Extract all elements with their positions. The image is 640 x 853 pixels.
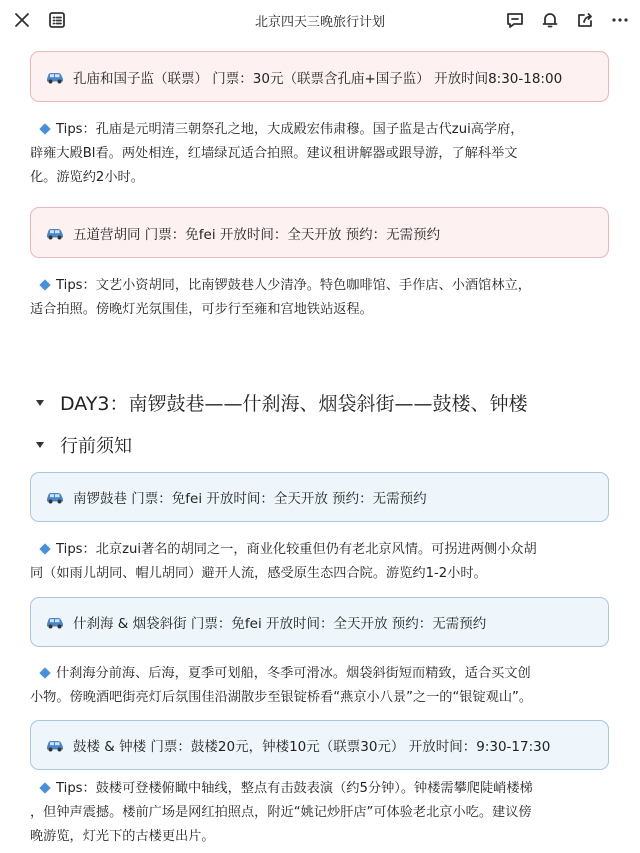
attraction-card-text: 孔庙和国子监（联票） 门票：30元（联票含孔庙+国子监） 开放时间8:30-18:00: [73, 70, 563, 87]
tips-paragraph: [30, 118, 608, 190]
tips-paragraph: [30, 662, 608, 710]
top-bar: [0, 0, 640, 40]
tips-line: 什刹海分前海、后海，夏季可划船，冬季可滑冰。烟袋斜街短而精致，适合买文创: [56, 666, 531, 681]
day3-heading-text: DAY3：南锣鼓巷——什刹海、烟袋斜街——鼓楼、钟楼: [60, 393, 528, 415]
diamond-icon: [39, 279, 50, 290]
comment-icon[interactable]: [504, 9, 526, 31]
car-icon: [45, 615, 65, 629]
tips-line: 适合拍照。傍晚灯光氛围佳，可步行至雍和宫地铁站返程。: [30, 302, 373, 317]
car-icon: [45, 70, 65, 84]
diamond-icon: [39, 543, 50, 554]
diamond-icon: [39, 123, 50, 134]
tips-line: 晚游览，灯光下的古楼更出片。: [30, 829, 215, 844]
tips-line: 小物。傍晚酒吧街亮灯后氛围佳沿湖散步至银锭桥看“燕京小八景”之一的“银锭观山”。: [30, 690, 533, 705]
tips-line: 辟雍大殿Bl看。两处相连，红墙绿瓦适合拍照。建议租讲解器或跟导游，了解科举文: [30, 146, 518, 161]
diamond-icon: [39, 782, 50, 793]
tips-line: Tips：鼓楼可登楼俯瞰中轴线，整点有击鼓表演（约5分钟）。钟楼需攀爬陡峭楼梯: [56, 781, 533, 796]
tips-paragraph: [30, 538, 608, 586]
tips-line: Tips：北京zui著名的胡同之一，商业化较重但仍有老北京风情。可拐进两侧小众胡: [56, 542, 537, 557]
attraction-card-confucius-temple: [30, 51, 609, 102]
tips-line: ，但钟声震撼。楼前广场是网红拍照点，附近“姚记炒肝店”可体验老北京小吃。建议傍: [30, 805, 532, 820]
collapse-triangle-icon[interactable]: [36, 442, 44, 448]
attraction-card-drum-bell-tower: [30, 720, 609, 770]
attraction-card-shichahai: [30, 597, 609, 647]
attraction-card-text: 什刹海 & 烟袋斜街 门票：免fei 开放时间：全天开放 预约：无需预约: [73, 616, 487, 632]
page-title: 北京四天三晚旅行计划: [254, 15, 385, 30]
car-icon: [45, 226, 65, 240]
attraction-card-text: 南锣鼓巷 门票：免fei 开放时间：全天开放 预约：无需预约: [73, 491, 427, 507]
tips-line: Tips：孔庙是元明清三朝祭孔之地，大成殿宏伟肃穆。国子监是古代zui高学府，: [56, 122, 524, 137]
prep-heading-text: 行前须知: [60, 436, 132, 457]
attraction-card-text: 鼓楼 & 钟楼 门票：鼓楼20元，钟楼10元（联票30元） 开放时间：9:30-17:30: [73, 739, 551, 755]
prep-heading[interactable]: [36, 432, 132, 458]
tips-paragraph: [30, 274, 608, 322]
diamond-icon: [39, 667, 50, 678]
bell-icon[interactable]: [539, 9, 561, 31]
attraction-card-nanluoguxiang: [30, 472, 609, 522]
car-icon: [45, 490, 65, 504]
attraction-card-text: 五道营胡同 门票：免fei 开放时间：全天开放 预约：无需预约: [73, 226, 441, 243]
tips-line: 同（如雨儿胡同、帽儿胡同）避开人流，感受原生态四合院。游览约1-2小时。: [30, 566, 487, 581]
tips-line: Tips：文艺小资胡同，比南锣鼓巷人少清净。特色咖啡馆、手作店、小酒馆林立，: [56, 278, 531, 293]
attraction-card-wudaoying: [30, 207, 609, 258]
day3-heading[interactable]: [36, 389, 528, 416]
more-icon[interactable]: [609, 9, 631, 31]
tips-paragraph: [30, 777, 608, 849]
share-icon[interactable]: [574, 9, 596, 31]
car-icon: [45, 738, 65, 752]
collapse-triangle-icon[interactable]: [36, 400, 44, 406]
tips-line: 化。游览约2小时。: [30, 170, 144, 185]
